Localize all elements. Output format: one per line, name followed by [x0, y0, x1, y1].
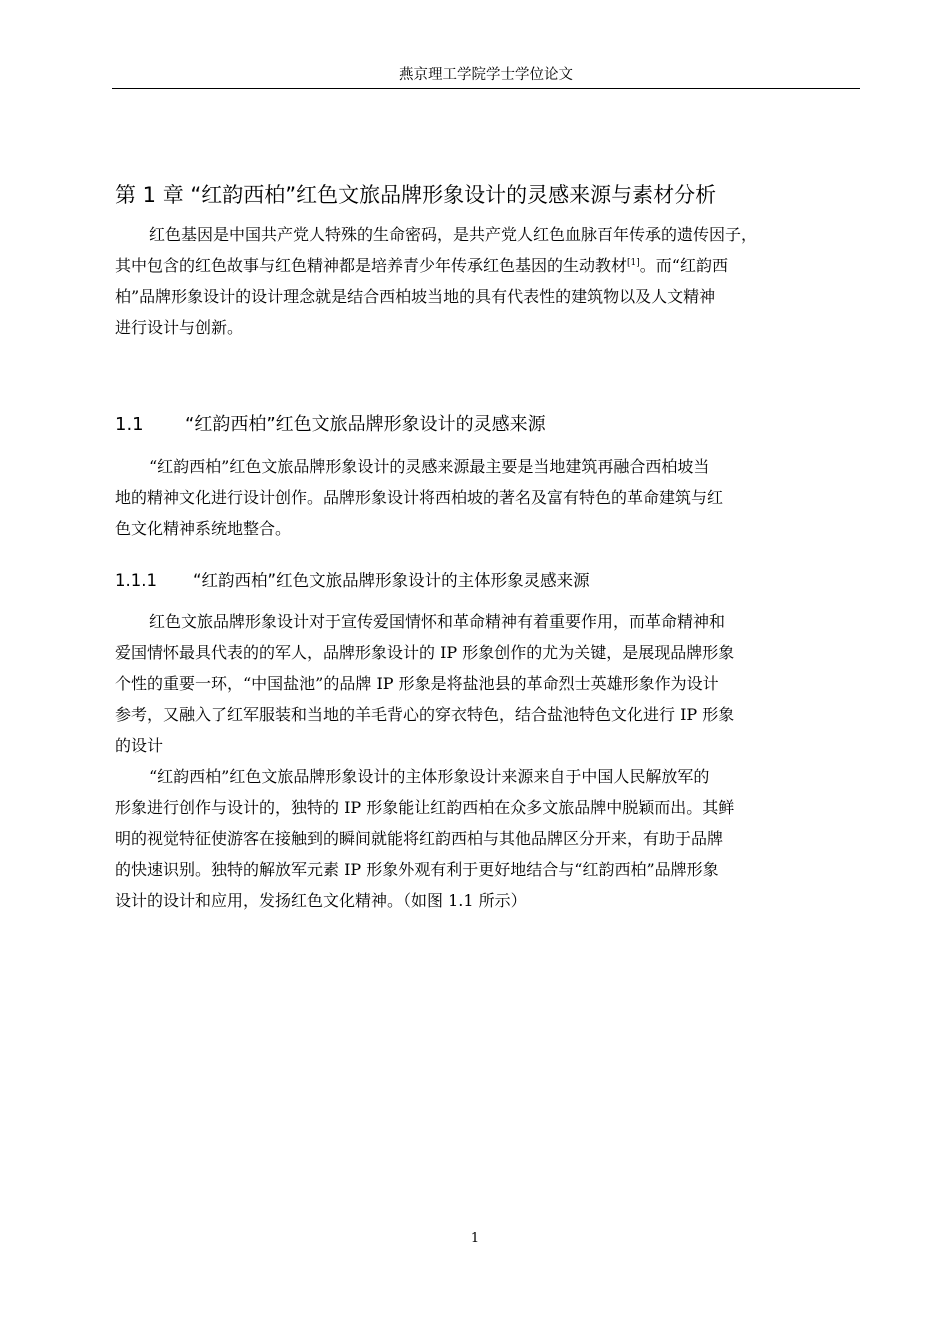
section-heading-1-1-1 [115, 569, 590, 593]
page-number: 1 [470, 1231, 480, 1246]
intro-line-2 [115, 250, 860, 281]
section-1-1-1-paragraph-1 [115, 606, 860, 761]
p1-line-2: 爱国情怀最具代表的的军人，品牌形象设计的 IP 形象创作的尤为关键，是展现品牌形象 [115, 643, 735, 662]
section-1-1-line-3: 色文化精神系统地整合。 [115, 519, 292, 538]
p2-line-2: 形象进行创作与设计的，独特的 IP 形象能让红韵西柏在众多文旅品牌中脱颖而出。其鲜 [115, 798, 735, 817]
subsection-number: 1.1.1 [115, 571, 157, 590]
running-header: 燕京理工学院学士学位论文 [399, 67, 573, 83]
header-divider [112, 88, 860, 89]
p1-line-4: 参考，又融入了红军服装和当地的羊毛背心的穿衣特色，结合盐池特色文化进行 IP 形象 [115, 705, 735, 724]
p1-line-5: 的设计 [115, 736, 164, 755]
p2-line-3: 明的视觉特征使游客在接触到的瞬间就能将红韵西柏与其他品牌区分开来，有助于品牌 [115, 829, 724, 848]
citation-marker[interactable]: [1] [627, 258, 640, 268]
p2-line-1: “红韵西柏”红色文旅品牌形象设计的主体形象设计来源来自于中国人民解放军的 [149, 767, 710, 786]
section-1-1-line-1: “红韵西柏”红色文旅品牌形象设计的灵感来源最主要是当地建筑再融合西柏坡当 [149, 457, 710, 476]
section-number: 1.1 [115, 414, 144, 435]
section-heading-1-1 [115, 412, 546, 438]
p2-line-4: 的快速识别。独特的解放军元素 IP 形象外观有利于更好地结合与“红韵西柏”品牌形象 [115, 860, 719, 879]
p1-line-1: 红色文旅品牌形象设计对于宣传爱国情怀和革命精神有着重要作用，而革命精神和 [149, 612, 726, 631]
intro-line-2-text: 其中包含的红色故事与红色精神都是培养青少年传承红色基因的生动教材 [115, 256, 628, 275]
p1-line-3: 个性的重要一环，“中国盐池”的品牌 IP 形象是将盐池县的革命烈士英雄形象作为设计 [115, 674, 719, 693]
intro-line-1: 红色基因是中国共产党人特殊的生命密码，是共产党人红色血脉百年传承的遗传因子， [149, 225, 758, 244]
intro-line-3: 柏”品牌形象设计的设计理念就是结合西柏坡当地的具有代表性的建筑物以及人文精神 [115, 287, 716, 306]
section-title: “红韵西柏”红色文旅品牌形象设计的灵感来源 [185, 414, 546, 435]
section-1-1-1-paragraph-2 [115, 761, 860, 916]
section-1-1-line-2: 地的精神文化进行设计创作。品牌形象设计将西柏坡的著名及富有特色的革命建筑与红 [115, 488, 724, 507]
section-1-1-paragraph [115, 451, 860, 544]
subsection-title: “红韵西柏”红色文旅品牌形象设计的主体形象灵感来源 [193, 571, 590, 590]
p2-line-5: 设计的设计和应用，发扬红色文化精神。（如图 1.1 所示） [115, 891, 527, 910]
intro-line-2-tail: 。而“红韵西 [639, 256, 728, 275]
intro-line-4: 进行设计与创新。 [115, 318, 244, 337]
chapter-title: 第 1 章 “红韵西柏”红色文旅品牌形象设计的灵感来源与素材分析 [115, 183, 717, 207]
intro-paragraph [115, 219, 860, 343]
